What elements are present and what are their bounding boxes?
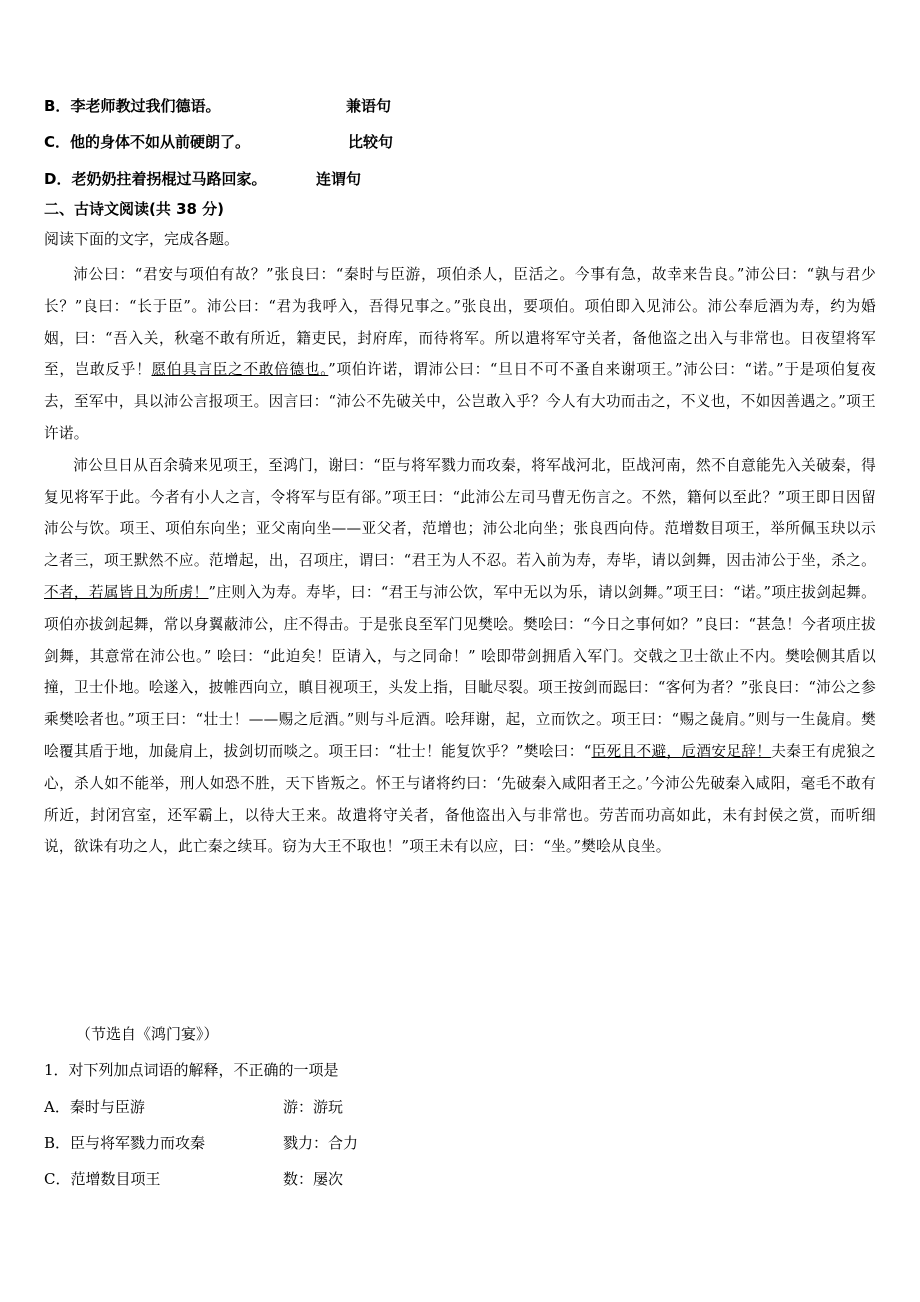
answer-text: 秦时与臣游 [69, 1098, 145, 1116]
option-text: 李老师教过我们德语。 [70, 97, 221, 115]
underlined-sentence: 不者，若属皆且为所虏！ [44, 583, 209, 601]
passage-text: 沛公旦日从百余骑来见项王，至鸿门，谢曰：“臣与将军戮力而攻秦，将军战河北，臣战河南，然不自意能先入关破秦，得复见将军于此。今者有小人之言，令将军与臣有郤。”项王曰：“此沛公左司马曹无伤言之。不然，籍何以至此？”项王即日因留沛公与饮。项王、项伯东向坐；亚父南向坐——亚父者，范增也；沛公北向坐；张良西向侍。范增数目项王，举所佩玉玦以示之者三，项王默然不应。范增起，出，召项庄，谓曰：“君王为人不忍。若入前为寿，寿毕，请以剑舞，因击沛公于坐，杀之。 [44, 456, 876, 570]
passage-paragraph-1 [44, 259, 876, 450]
answer-text: 臣与将军戮力而攻秦 [70, 1134, 206, 1152]
passage [44, 259, 876, 863]
answer-c [44, 1169, 161, 1189]
option-d [44, 169, 266, 189]
underlined-sentence: 臣死且不避，卮酒安足辞！ [591, 742, 772, 760]
passage-text: ”庄则入为寿。寿毕，曰：“君王与沛公饮，军中无以为乐，请以剑舞。”项王曰：“诺。”项庄拔剑起舞。项伯亦拔剑起舞，常以身翼蔽沛公，庄不得击。于是张良至军门见樊哙。樊哙曰：“今日之事何如？”良曰：“甚急！今者项庄拔剑舞，其意常在沛公也。” 哙曰：“此迫矣！臣请入，与之同命！” 哙即带剑拥盾入军门。交戟之卫士欲止不内。樊哙侧其盾以撞，卫士仆地。哙遂入，披帷西向立，瞋目视项王，头发上指，目眦尽裂。项王按剑而跽曰：“客何为者？”张良曰：“沛公之参乘樊哙者也。”项王曰：“壮士！——赐之卮酒。”则与斗卮酒。哙拜谢，起，立而饮之。项王曰：“赐之彘肩。”则与一生彘肩。樊哙覆其盾于地，加彘肩上，拔剑切而啖之。项王曰：“壮士！能复饮乎？”樊哙曰：“ [44, 583, 876, 760]
answer-b [44, 1133, 205, 1153]
option-c-type: 比较句 [348, 133, 394, 151]
option-text: 他的身体不如从前硬朗了。 [70, 133, 251, 151]
passage-source: （节选自《鸿门宴》） [76, 1025, 219, 1043]
passage-text: 夫秦王有虎狼之心，杀人如不能举，刑人如恐不胜，天下皆叛之。怀王与诸将约曰：‘先破秦入咸阳者王之。’今沛公先破秦入咸阳，毫毛不敢有所近，封闭宫室，还军霸上，以待大王来。故遣将守关者，备他盗出入与非常也。劳苦而功高如此，未有封侯之赏，而听细说，欲诛有功之人，此亡秦之续耳。窃为大王不取也！”项王未有以应，曰：“坐。”樊哙从良坐。 [44, 742, 876, 856]
answer-b-gloss: 戮力：合力 [283, 1134, 359, 1152]
option-letter: C． [44, 133, 71, 151]
instruction: 阅读下面的文字，完成各题。 [44, 230, 240, 248]
answer-c-gloss: 数：屡次 [283, 1170, 344, 1188]
answer-a [44, 1097, 145, 1117]
underlined-sentence: 愿伯具言臣之不敢倍德也。 [151, 361, 329, 379]
answer-letter: C． [44, 1170, 71, 1188]
passage-text: ”项伯许诺，谓沛公曰：“旦日不可不蚤自来谢项王。”沛公曰：“诺。”于是项伯复夜去，至军中，具以沛公言报项王。因言曰：“沛公不先破关中，公岂敢入乎？今人有大功而击之，不义也，不如因善遇之。”项王许诺。 [44, 361, 876, 442]
option-d-type: 连谓句 [316, 170, 362, 188]
option-text: 老奶奶拄着拐棍过马路回家。 [71, 170, 267, 188]
option-letter: D． [44, 170, 72, 188]
option-c [44, 132, 250, 152]
passage-paragraph-2 [44, 450, 876, 863]
option-b [44, 96, 220, 116]
passage-text: 沛公曰：“君安与项伯有故？”张良曰：“秦时与臣游，项伯杀人，臣活之。今事有急，故幸来告良。”沛公曰：“孰与君少长？”良曰：“长于臣”。沛公曰：“君为我呼入，吾得兄事之。”张良出，要项伯。项伯即入见沛公。沛公奉卮酒为寿，约为婚姻，曰：“吾入关，秋毫不敢有所近，籍吏民，封府库，而待将军。所以遣将军守关者，备他盗之出入与非常也。日夜望将军至，岂敢反乎！ [44, 266, 876, 379]
option-b-type: 兼语句 [346, 97, 392, 115]
answer-letter: B． [44, 1134, 71, 1152]
section-title: 二、古诗文阅读(共 38 分) [44, 200, 225, 218]
answer-letter: A． [44, 1098, 70, 1116]
answer-a-gloss: 游：游玩 [283, 1098, 344, 1116]
answer-text: 范增数目项王 [70, 1170, 161, 1188]
option-letter: B． [44, 97, 71, 115]
question-stem: 1．对下列加点词语的解释，不正确的一项是 [44, 1061, 339, 1079]
